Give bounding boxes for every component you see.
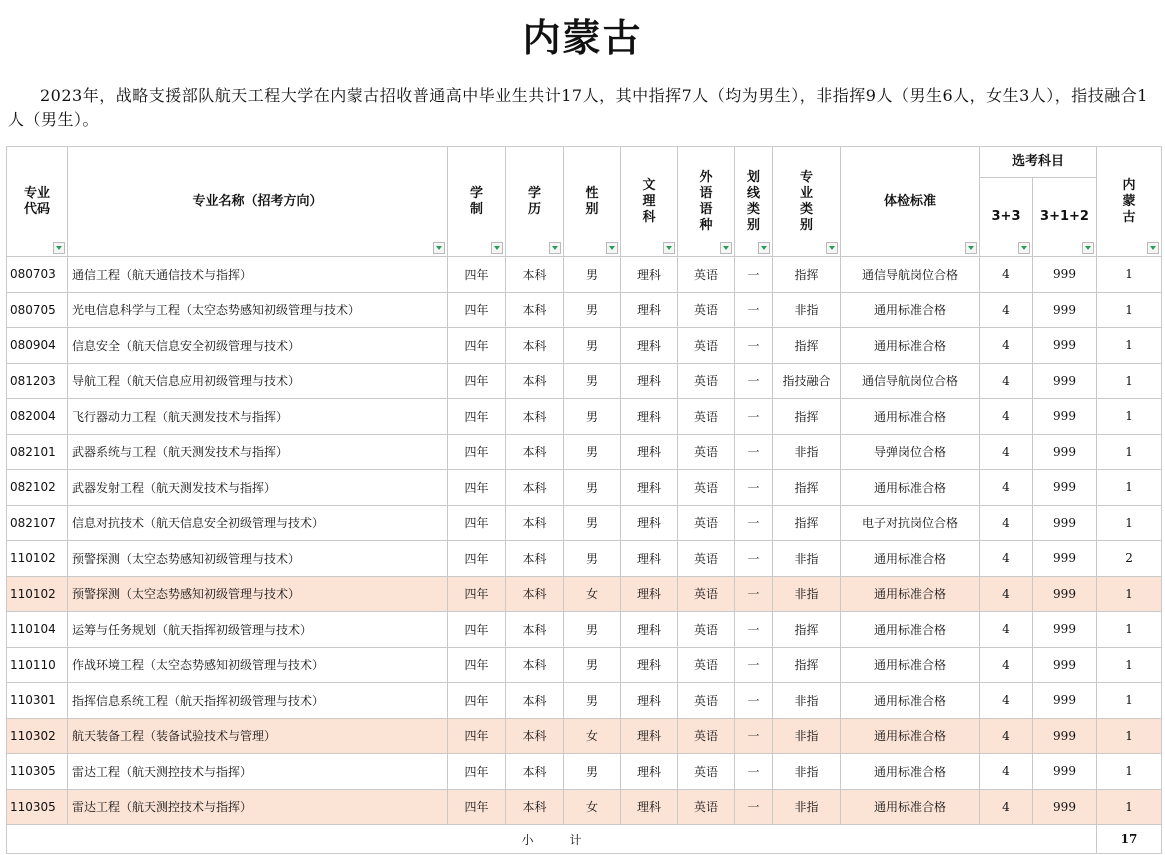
cell-code: 110305 [7,789,68,825]
cell-xueli: 本科 [506,647,564,683]
cell-waiyu: 英语 [678,399,735,435]
cell-xk2: 999 [1033,789,1097,825]
cell-code: 080703 [7,257,68,293]
cell-code: 082004 [7,399,68,435]
cell-xk1: 4 [980,789,1033,825]
header-zhuanye: 专业类别 [773,147,841,257]
cell-zhuanye: 指挥 [773,647,841,683]
table-body [7,257,1162,825]
cell-xingbie: 男 [564,612,621,648]
cell-wenli: 理科 [621,434,678,470]
cell-count: 1 [1097,718,1162,754]
cell-zhuanye: 指挥 [773,328,841,364]
cell-waiyu: 英语 [678,789,735,825]
cell-xingbie: 男 [564,683,621,719]
cell-count: 1 [1097,576,1162,612]
cell-code: 081203 [7,363,68,399]
table-row [7,718,1162,754]
cell-name: 预警探测（太空态势感知初级管理与技术） [68,541,448,577]
cell-tijian: 通用标准合格 [841,683,980,719]
cell-count: 1 [1097,328,1162,364]
cell-count: 1 [1097,292,1162,328]
cell-count: 1 [1097,683,1162,719]
cell-waiyu: 英语 [678,647,735,683]
cell-huaxian: 一 [735,328,773,364]
cell-xueli: 本科 [506,541,564,577]
header-region: 内蒙古 [1097,147,1162,257]
table-row [7,505,1162,541]
header-xk1: 3+3 [980,178,1033,257]
cell-tijian: 电子对抗岗位合格 [841,505,980,541]
cell-name: 雷达工程（航天测控技术与指挥） [68,754,448,790]
cell-xingbie: 男 [564,328,621,364]
cell-xuezhi: 四年 [448,789,506,825]
cell-huaxian: 一 [735,541,773,577]
cell-xingbie: 男 [564,257,621,293]
cell-wenli: 理科 [621,328,678,364]
cell-xk1: 4 [980,754,1033,790]
table-row [7,470,1162,506]
cell-waiyu: 英语 [678,470,735,506]
cell-waiyu: 英语 [678,718,735,754]
cell-zhuanye: 非指 [773,292,841,328]
cell-xk2: 999 [1033,541,1097,577]
cell-tijian: 通用标准合格 [841,754,980,790]
cell-zhuanye: 指挥 [773,612,841,648]
cell-xuezhi: 四年 [448,292,506,328]
cell-xueli: 本科 [506,612,564,648]
cell-code: 110301 [7,683,68,719]
cell-huaxian: 一 [735,718,773,754]
cell-xk1: 4 [980,683,1033,719]
cell-xuezhi: 四年 [448,576,506,612]
cell-xuezhi: 四年 [448,647,506,683]
filter-dropdown-icon[interactable] [1082,242,1094,254]
cell-xingbie: 女 [564,789,621,825]
cell-zhuanye: 非指 [773,754,841,790]
cell-xk1: 4 [980,647,1033,683]
cell-xingbie: 男 [564,292,621,328]
cell-tijian: 通用标准合格 [841,647,980,683]
header-huaxian: 划线类别 [735,147,773,257]
filter-dropdown-icon[interactable] [720,242,732,254]
filter-dropdown-icon[interactable] [1018,242,1030,254]
cell-huaxian: 一 [735,647,773,683]
cell-code: 110102 [7,576,68,612]
cell-name: 预警探测（太空态势感知初级管理与技术） [68,576,448,612]
cell-xuezhi: 四年 [448,505,506,541]
cell-code: 080904 [7,328,68,364]
cell-xuezhi: 四年 [448,612,506,648]
cell-tijian: 通用标准合格 [841,789,980,825]
cell-waiyu: 英语 [678,683,735,719]
cell-waiyu: 英语 [678,328,735,364]
table-row [7,683,1162,719]
cell-name: 导航工程（航天信息应用初级管理与技术） [68,363,448,399]
cell-wenli: 理科 [621,683,678,719]
cell-xk1: 4 [980,363,1033,399]
cell-xk2: 999 [1033,754,1097,790]
cell-xk1: 4 [980,257,1033,293]
cell-count: 2 [1097,541,1162,577]
cell-name: 航天装备工程（装备试验技术与管理） [68,718,448,754]
cell-wenli: 理科 [621,292,678,328]
cell-tijian: 通用标准合格 [841,576,980,612]
cell-waiyu: 英语 [678,612,735,648]
cell-name: 飞行器动力工程（航天测发技术与指挥） [68,399,448,435]
table-row [7,257,1162,293]
cell-zhuanye: 指挥 [773,505,841,541]
cell-xk1: 4 [980,328,1033,364]
intro-paragraph: 2023年，战略支援部队航天工程大学在内蒙古招收普通高中毕业生共计17人，其中指挥7人（均为男生），非指挥9人（男生6人，女生3人），指技融合1人（男生）。 [8,86,1148,129]
cell-huaxian: 一 [735,363,773,399]
cell-tijian: 通用标准合格 [841,541,980,577]
cell-xueli: 本科 [506,292,564,328]
cell-waiyu: 英语 [678,363,735,399]
cell-wenli: 理科 [621,399,678,435]
cell-xuezhi: 四年 [448,363,506,399]
cell-xueli: 本科 [506,257,564,293]
cell-xueli: 本科 [506,718,564,754]
cell-xueli: 本科 [506,470,564,506]
cell-count: 1 [1097,434,1162,470]
cell-count: 1 [1097,789,1162,825]
cell-code: 082107 [7,505,68,541]
cell-xk2: 999 [1033,470,1097,506]
table-row [7,754,1162,790]
cell-huaxian: 一 [735,789,773,825]
cell-xk1: 4 [980,576,1033,612]
cell-xingbie: 男 [564,434,621,470]
cell-xingbie: 男 [564,363,621,399]
filter-dropdown-icon[interactable] [549,242,561,254]
cell-xk1: 4 [980,505,1033,541]
cell-xueli: 本科 [506,754,564,790]
cell-wenli: 理科 [621,789,678,825]
cell-zhuanye: 非指 [773,576,841,612]
table-row [7,541,1162,577]
admission-table [6,146,1162,854]
cell-waiyu: 英语 [678,576,735,612]
cell-code: 110305 [7,754,68,790]
cell-count: 1 [1097,754,1162,790]
cell-code: 110104 [7,612,68,648]
cell-code: 110102 [7,541,68,577]
cell-zhuanye: 指挥 [773,399,841,435]
table-row [7,399,1162,435]
cell-code: 110302 [7,718,68,754]
cell-huaxian: 一 [735,576,773,612]
filter-dropdown-icon[interactable] [491,242,503,254]
cell-xk2: 999 [1033,612,1097,648]
header-xuankao: 选考科目 [980,147,1097,178]
cell-xingbie: 男 [564,754,621,790]
cell-count: 1 [1097,647,1162,683]
cell-tijian: 导弹岗位合格 [841,434,980,470]
cell-xk1: 4 [980,434,1033,470]
cell-zhuanye: 非指 [773,718,841,754]
filter-dropdown-icon[interactable] [826,242,838,254]
cell-tijian: 通用标准合格 [841,612,980,648]
cell-xueli: 本科 [506,434,564,470]
cell-waiyu: 英语 [678,434,735,470]
cell-wenli: 理科 [621,505,678,541]
cell-tijian: 通用标准合格 [841,328,980,364]
cell-xk2: 999 [1033,505,1097,541]
cell-xk2: 999 [1033,683,1097,719]
cell-count: 1 [1097,612,1162,648]
cell-name: 信息安全（航天信息安全初级管理与技术） [68,328,448,364]
cell-tijian: 通用标准合格 [841,292,980,328]
cell-name: 通信工程（航天通信技术与指挥） [68,257,448,293]
cell-count: 1 [1097,399,1162,435]
cell-code: 080705 [7,292,68,328]
cell-code: 082101 [7,434,68,470]
cell-name: 雷达工程（航天测控技术与指挥） [68,789,448,825]
cell-wenli: 理科 [621,541,678,577]
cell-wenli: 理科 [621,718,678,754]
cell-wenli: 理科 [621,257,678,293]
subtotal-row [7,825,1162,854]
cell-xk2: 999 [1033,257,1097,293]
cell-xingbie: 男 [564,647,621,683]
cell-tijian: 通用标准合格 [841,470,980,506]
filter-dropdown-icon[interactable] [663,242,675,254]
header-xuezhi: 学制 [448,147,506,257]
cell-xk1: 4 [980,399,1033,435]
cell-name: 武器发射工程（航天测发技术与指挥） [68,470,448,506]
cell-huaxian: 一 [735,292,773,328]
cell-wenli: 理科 [621,363,678,399]
cell-count: 1 [1097,505,1162,541]
cell-xuezhi: 四年 [448,683,506,719]
header-name: 专业名称（招考方向） [68,147,448,257]
cell-huaxian: 一 [735,505,773,541]
cell-name: 指挥信息系统工程（航天指挥初级管理与技术） [68,683,448,719]
cell-xingbie: 男 [564,399,621,435]
cell-name: 作战环境工程（太空态势感知初级管理与技术） [68,647,448,683]
cell-tijian: 通信导航岗位合格 [841,363,980,399]
cell-huaxian: 一 [735,257,773,293]
header-xingbie: 性别 [564,147,621,257]
cell-xingbie: 男 [564,470,621,506]
subtotal-value: 17 [1097,825,1162,854]
cell-xingbie: 男 [564,505,621,541]
header-tijian: 体检标准 [841,147,980,257]
cell-wenli: 理科 [621,470,678,506]
cell-xuezhi: 四年 [448,718,506,754]
cell-xueli: 本科 [506,789,564,825]
filter-dropdown-icon[interactable] [1147,242,1159,254]
cell-huaxian: 一 [735,754,773,790]
header-code: 专业代码 [7,147,68,257]
cell-xk2: 999 [1033,647,1097,683]
cell-xk2: 999 [1033,718,1097,754]
header-xueli: 学历 [506,147,564,257]
header-xk2: 3+1+2 [1033,178,1097,257]
cell-xueli: 本科 [506,683,564,719]
cell-xingbie: 男 [564,541,621,577]
cell-xueli: 本科 [506,399,564,435]
cell-tijian: 通用标准合格 [841,399,980,435]
cell-waiyu: 英语 [678,257,735,293]
table-row [7,363,1162,399]
cell-xuezhi: 四年 [448,328,506,364]
filter-dropdown-icon[interactable] [965,242,977,254]
cell-waiyu: 英语 [678,505,735,541]
cell-xk2: 999 [1033,292,1097,328]
cell-wenli: 理科 [621,754,678,790]
cell-xingbie: 女 [564,576,621,612]
header-waiyu: 外语语种 [678,147,735,257]
cell-xk1: 4 [980,718,1033,754]
cell-waiyu: 英语 [678,754,735,790]
cell-zhuanye: 非指 [773,683,841,719]
cell-xk1: 4 [980,541,1033,577]
cell-count: 1 [1097,363,1162,399]
cell-xueli: 本科 [506,576,564,612]
subtotal-label: 小 计 [7,825,1097,854]
cell-xk2: 999 [1033,434,1097,470]
filter-dropdown-icon[interactable] [53,242,65,254]
cell-xuezhi: 四年 [448,257,506,293]
cell-xk1: 4 [980,292,1033,328]
cell-zhuanye: 非指 [773,434,841,470]
header-wenli: 文理科 [621,147,678,257]
cell-waiyu: 英语 [678,541,735,577]
cell-xuezhi: 四年 [448,754,506,790]
cell-zhuanye: 非指 [773,789,841,825]
cell-huaxian: 一 [735,683,773,719]
table-row [7,612,1162,648]
cell-count: 1 [1097,257,1162,293]
cell-xuezhi: 四年 [448,399,506,435]
filter-dropdown-icon[interactable] [758,242,770,254]
cell-xuezhi: 四年 [448,541,506,577]
cell-code: 110110 [7,647,68,683]
cell-huaxian: 一 [735,399,773,435]
cell-zhuanye: 指挥 [773,257,841,293]
cell-xk2: 999 [1033,576,1097,612]
cell-name: 武器系统与工程（航天测发技术与指挥） [68,434,448,470]
cell-zhuanye: 指挥 [773,470,841,506]
cell-xk1: 4 [980,470,1033,506]
cell-huaxian: 一 [735,470,773,506]
cell-name: 光电信息科学与工程（太空态势感知初级管理与技术） [68,292,448,328]
cell-xingbie: 女 [564,718,621,754]
cell-huaxian: 一 [735,434,773,470]
cell-huaxian: 一 [735,612,773,648]
filter-dropdown-icon[interactable] [433,242,445,254]
table-row [7,647,1162,683]
cell-zhuanye: 指技融合 [773,363,841,399]
cell-xk2: 999 [1033,328,1097,364]
cell-xk2: 999 [1033,363,1097,399]
filter-dropdown-icon[interactable] [606,242,618,254]
cell-xueli: 本科 [506,363,564,399]
cell-wenli: 理科 [621,647,678,683]
table-row [7,789,1162,825]
cell-xuezhi: 四年 [448,470,506,506]
cell-tijian: 通信导航岗位合格 [841,257,980,293]
cell-wenli: 理科 [621,612,678,648]
cell-xk1: 4 [980,612,1033,648]
table-row [7,434,1162,470]
page-title: 内蒙古 [522,15,643,60]
cell-code: 082102 [7,470,68,506]
cell-name: 信息对抗技术（航天信息安全初级管理与技术） [68,505,448,541]
cell-xueli: 本科 [506,328,564,364]
cell-xuezhi: 四年 [448,434,506,470]
cell-count: 1 [1097,470,1162,506]
cell-xueli: 本科 [506,505,564,541]
cell-xk2: 999 [1033,399,1097,435]
cell-tijian: 通用标准合格 [841,718,980,754]
table-row [7,576,1162,612]
cell-zhuanye: 非指 [773,541,841,577]
cell-waiyu: 英语 [678,292,735,328]
cell-name: 运筹与任务规划（航天指挥初级管理与技术） [68,612,448,648]
table-row [7,328,1162,364]
cell-wenli: 理科 [621,576,678,612]
table-row [7,292,1162,328]
